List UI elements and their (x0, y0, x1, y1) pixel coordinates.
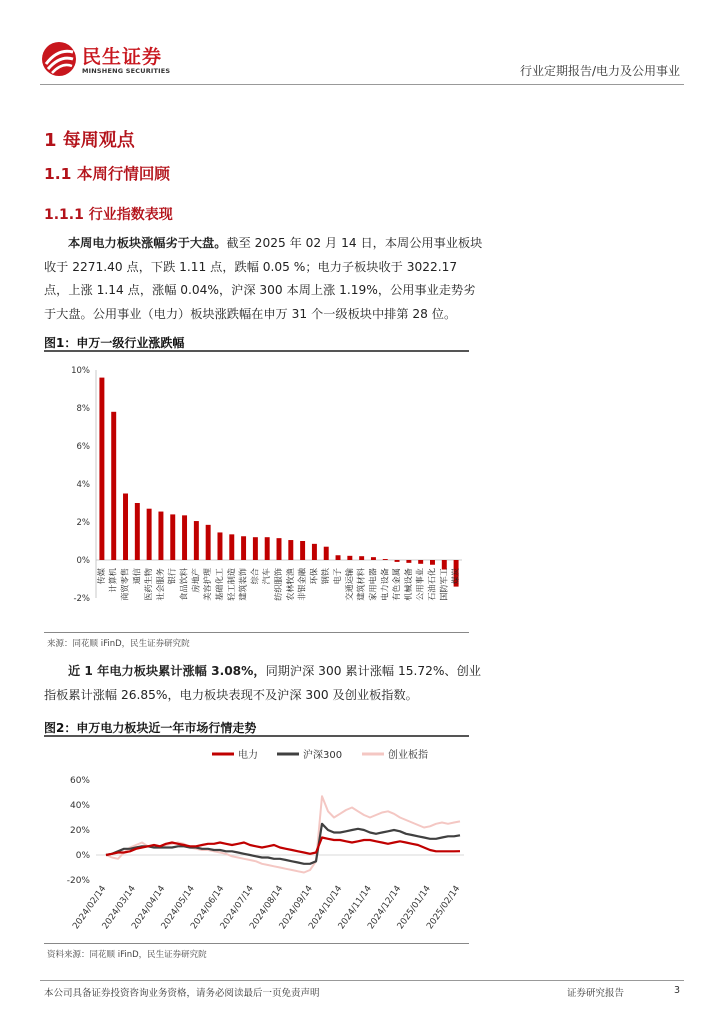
x-tick-label: 2024/11/14 (336, 883, 374, 932)
figure-1-title: 图1：申万一级行业涨跌幅 (44, 336, 185, 350)
bar-汽车 (265, 537, 270, 560)
x-tick-label: 国防军工 (438, 568, 449, 601)
x-tick-label: 2024/06/14 (189, 883, 227, 932)
y-tick-label: 2% (76, 518, 90, 528)
bar-石油石化 (430, 560, 435, 565)
x-tick-label: 交通运输 (343, 568, 354, 601)
footer-disclaimer: 本公司具备证券投资咨询业务资格，请务必阅读最后一页免责声明 (44, 988, 320, 999)
x-tick-label: 公用事业 (414, 568, 425, 601)
x-tick-label: 机械设备 (402, 568, 413, 601)
x-tick-label: 钢铁 (320, 568, 331, 585)
figure-2-bottom-rule (44, 943, 469, 944)
bar-基础化工 (217, 532, 222, 560)
figure-1-bottom-rule (44, 632, 469, 633)
logo-english-name: MINSHENG SECURITIES (82, 67, 171, 75)
x-tick-label: 2024/09/14 (277, 883, 315, 932)
x-tick-label: 医药生物 (143, 568, 154, 601)
y-tick-label: 0% (76, 556, 90, 566)
legend-label: 电力 (238, 750, 258, 761)
bar-计算机 (111, 412, 116, 560)
bar-电力设备 (383, 559, 388, 560)
bar-银行 (170, 514, 175, 560)
section-heading-1-1: 1.1 本周行情回顾 (44, 165, 170, 183)
paragraph-weekly-performance (44, 232, 484, 326)
footer-report-label: 证券研究报告 (567, 988, 625, 999)
x-tick-label: 美容护理 (202, 568, 213, 601)
x-tick-label: 2025/02/14 (425, 883, 463, 932)
header-divider (40, 84, 684, 85)
x-tick-label: 农林牧渔 (284, 568, 295, 601)
paragraph-body: 截至 2025 年 02 月 14 日，本周公用事业板块收于 2271.40 点，下跌 1.11 点，跌幅 0.05 %；电力子板块收于 3022.17 点，上涨 1.14 点，涨幅 0.04%，沪深 300 本周上涨 1.19%，公用事业走势劣于大盘。公用事业（电力）板块涨跌幅在申万 31 个一级板块中排第 28 位。 (44, 236, 483, 321)
bar-传媒 (99, 378, 104, 560)
figure-2-title: 图2：申万电力板块近一年市场行情走势 (44, 721, 257, 735)
x-tick-label: 轻工制造 (225, 568, 236, 601)
bar-交通运输 (347, 556, 352, 560)
section-heading-1: 1 每周观点 (44, 130, 135, 151)
bar-环保 (312, 544, 317, 560)
bar-纺织服饰 (277, 538, 282, 560)
footer-divider (40, 980, 684, 981)
x-tick-label: 传媒 (95, 568, 106, 585)
bar-建筑材料 (359, 556, 364, 560)
bar-机械设备 (406, 560, 411, 563)
x-tick-label: 2024/12/14 (366, 883, 404, 932)
x-tick-label: 社会服务 (154, 568, 165, 601)
x-tick-label: 2024/05/14 (159, 883, 197, 932)
paragraph-lead-bold: 近 1 年电力板块累计涨幅 3.08%， (68, 664, 266, 678)
bar-电子 (336, 555, 341, 560)
bar-食品饮料 (182, 515, 187, 560)
industry-change-bar-chart (44, 352, 469, 632)
x-tick-label: 家用电器 (367, 568, 378, 601)
x-tick-label: 2024/03/14 (100, 883, 138, 932)
x-tick-label: 有色金属 (391, 568, 402, 601)
paragraph-lead-bold: 本周电力板块涨幅劣于大盘。 (68, 236, 227, 250)
report-type: 行业定期报告/电力及公用事业 (519, 64, 680, 78)
y-tick-label: 8% (76, 404, 90, 414)
x-tick-label: 建筑装饰 (237, 568, 248, 601)
x-tick-label: 汽车 (261, 568, 272, 585)
bar-有色金属 (395, 560, 400, 562)
bar-医药生物 (147, 509, 152, 560)
y-tick-label: 10% (71, 366, 90, 376)
x-tick-label: 2024/07/14 (218, 883, 256, 932)
x-tick-label: 石油石化 (426, 568, 437, 601)
brand-logo (40, 40, 180, 80)
figure-1-source: 来源：同花顺 iFinD，民生证券研究院 (47, 639, 190, 649)
y-tick-label: 20% (69, 826, 90, 836)
x-tick-label: 电子 (332, 568, 343, 585)
paragraph-yearly-performance (44, 660, 484, 707)
bar-家用电器 (371, 557, 376, 560)
bar-建筑装饰 (241, 536, 246, 560)
figure-2-top-rule (44, 735, 469, 737)
bar-商贸零售 (123, 494, 128, 561)
x-tick-label: 电力设备 (379, 568, 390, 601)
x-tick-label: 2025/01/14 (395, 883, 433, 932)
x-tick-label: 非银金融 (296, 568, 307, 601)
x-tick-label: 食品饮料 (178, 568, 189, 601)
logo-chinese-name: 民生证券 (82, 46, 163, 68)
y-tick-label: 0% (75, 851, 90, 861)
x-tick-label: 2024/08/14 (248, 883, 286, 932)
legend-label: 创业板指 (388, 750, 428, 761)
x-tick-label: 银行 (166, 568, 177, 585)
x-tick-label: 2024/02/14 (71, 883, 109, 932)
bar-钢铁 (324, 547, 329, 560)
bar-非银金融 (300, 541, 305, 560)
x-tick-label: 环保 (308, 568, 319, 585)
x-tick-label: 通信 (131, 568, 142, 585)
bar-轻工制造 (229, 534, 234, 560)
y-tick-label: 6% (76, 442, 90, 452)
x-tick-label: 基础化工 (213, 568, 224, 601)
bar-房地产 (194, 521, 199, 560)
bar-通信 (135, 503, 140, 560)
x-tick-label: 综合 (249, 568, 260, 585)
x-tick-label: 商贸零售 (119, 568, 130, 601)
y-tick-label: 4% (76, 480, 90, 490)
y-tick-label: -20% (66, 876, 90, 886)
minsheng-logo-icon (40, 40, 78, 78)
x-tick-label: 纺织服饰 (273, 568, 283, 601)
y-tick-label: 40% (69, 801, 90, 811)
bar-公用事业 (418, 560, 423, 564)
x-tick-label: 房地产 (190, 568, 201, 593)
bar-美容护理 (206, 525, 211, 560)
paragraph-body: 同期沪深 300 累计涨幅 15.72%、创业指板累计涨幅 26.85%，电力板块表现不及沪深 300 及创业板指数。 (44, 664, 481, 702)
bar-综合 (253, 537, 258, 560)
legend-label: 沪深300 (303, 750, 343, 761)
x-tick-label: 建筑材料 (355, 568, 366, 601)
x-tick-label: 计算机 (107, 568, 118, 593)
x-tick-label: 2024/04/14 (130, 883, 168, 932)
bar-农林牧渔 (288, 540, 293, 560)
power-sector-line-chart (44, 738, 469, 943)
page-number: 3 (673, 985, 680, 996)
y-tick-label: 60% (69, 776, 90, 786)
x-tick-label: 2024/10/14 (307, 883, 345, 932)
x-tick-label: 煤炭 (450, 568, 461, 585)
series-line-电力 (106, 838, 460, 856)
section-heading-1-1-1: 1.1.1 行业指数表现 (44, 207, 173, 223)
bar-社会服务 (158, 512, 163, 560)
y-tick-label: -2% (73, 594, 90, 604)
figure-2-source: 资料来源：同花顺 iFinD，民生证券研究院 (47, 950, 207, 960)
